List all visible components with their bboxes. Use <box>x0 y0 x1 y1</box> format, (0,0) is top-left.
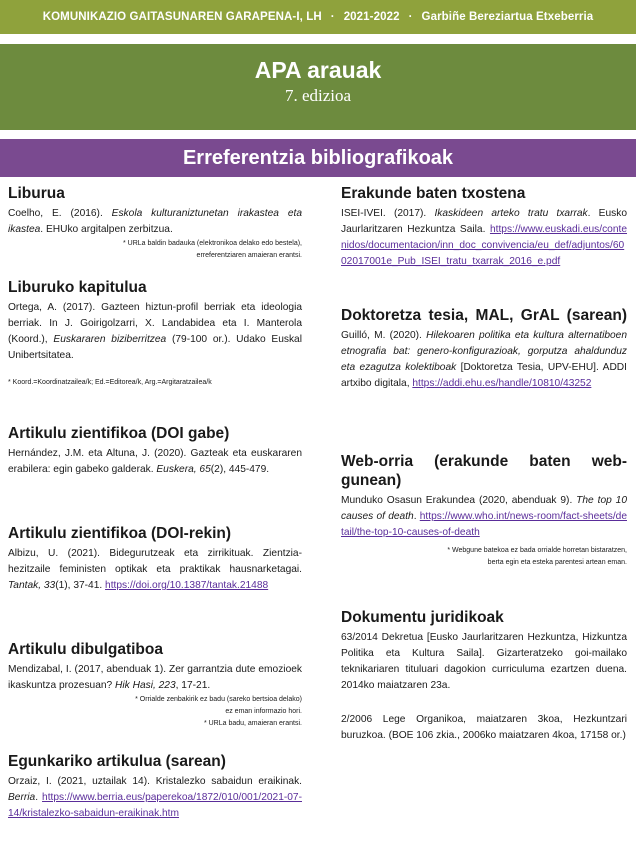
separator-dot: · <box>330 11 335 23</box>
thesis-link[interactable]: https://addi.ehu.es/handle/10810/43252 <box>412 378 592 389</box>
reference-text: Ortega, A. (2017). Gazteen hiztun-profil berriak eta ideologia berriak. In J. Goirigolzarri, X. Landabidea eta I. Manterola (Koord.), Euskararen biziberritzea (79-100 or.). Udako Euskal Unibertsitatea. <box>8 302 302 361</box>
course-name: KOMUNIKAZIO GAITASUNAREN GARAPENA-I, LH <box>42 11 322 23</box>
separator-dot: · <box>408 11 413 23</box>
section-book-chapter <box>8 278 302 389</box>
reference-text: Hernández, J.M. eta Altuna, J. (2020). Gazteak eta euskararen erabilera: egin gabeko galderak. Euskera, 65(2), 445-479. <box>8 448 302 475</box>
section-heading: Web-orria (erakunde baten web-gunean) <box>341 453 627 489</box>
note: ez eman informazio hori. <box>225 708 302 715</box>
section-web-page <box>341 452 627 569</box>
section-thesis <box>341 306 627 392</box>
note: erreferentziaren amaieran erantsi. <box>196 252 302 259</box>
section-heading: Artikulu zientifikoa (DOI gabe) <box>8 425 230 442</box>
note: * URLa badu, amaieran erantsi. <box>203 720 302 727</box>
reference-text: Coelho, E. (2016). Eskola kulturaniztunetan irakastea eta ikastea. EHUko argitalpen zerbitzua. <box>8 208 302 235</box>
reference-text: Orzaiz, I. (2021, uztailak 14). Kristalezko sabaidun eraikinak. Berria. https://www.berria.eus/paperekoa/1872/010/001/2021-07-14/kristalezko-sabaidun-eraikinak.htm <box>8 776 302 819</box>
section-article-no-doi <box>8 424 302 478</box>
section-legal-documents <box>341 608 627 744</box>
section-heading: Liburua <box>8 185 65 202</box>
reference-text: Guilló, M. (2020). Hilekoaren politika eta kultura alternatiboen etnografia bat: genero-konfigurazioak, gorputza ahaldunduz eta ezagutza kolektiboak [Doktoretza Tesia, UPV-EHU]. ADDI artxibo digitala, https://addi.ehu.es/handle/10810/43252 <box>341 330 627 389</box>
section-band <box>0 139 636 177</box>
section-article-doi <box>8 524 302 594</box>
reference-text: 63/2014 Dekretua [Eusko Jaurlaritzaren Hezkuntza, Hizkuntza Politika eta Kultura Saila]. Gizarteratzeko goi-mailako teknikariaren tituluari dagokion curriculuma ezartzen duena. 2014ko maiatzaren 23a. <box>341 632 627 691</box>
note: * Webgune batekoa ez bada orrialde horretan bistaratzen, <box>447 547 627 554</box>
web-link[interactable]: https://www.who.int/news-room/fact-sheets/detail/the-top-10-causes-of-death <box>341 511 627 538</box>
section-heading: Egunkariko artikulua (sarean) <box>8 753 226 770</box>
reference-text: 2/2006 Lege Organikoa, maiatzaren 3koa, Hezkuntzari buruzkoa. (BOE 106 zkia., 2006ko maiatzaren 4koa, 17158 or.) <box>341 714 627 741</box>
section-heading: Erakunde baten txostena <box>341 185 526 202</box>
section-newspaper-article <box>8 752 302 822</box>
top-info-bar <box>0 0 636 34</box>
section-book <box>8 184 302 262</box>
doi-link[interactable]: https://doi.org/10.1387/tantak.21488 <box>105 580 269 591</box>
note: * Koord.=Koordinatzailea/k; Ed.=Editorea/k, Arg.=Argitaratzailea/k <box>8 379 212 386</box>
section-institution-report <box>341 184 627 270</box>
report-link[interactable]: https://www.euskadi.eus/contenidos/documentacion/inn_doc_convivencia/eu_def/adjuntos/6002017001e_Pub_ISEI_tratu_txarrak_2016_e.pdf <box>341 224 627 267</box>
page-title: APA arauak <box>254 57 382 83</box>
reference-text: Munduko Osasun Erakundea (2020, abenduak 9). The top 10 causes of death. https://www.who.int/news-room/fact-sheets/detail/the-top-10-causes-of-death <box>341 495 627 538</box>
section-popular-article <box>8 640 302 730</box>
section-heading: Artikulu dibulgatiboa <box>8 641 163 658</box>
reference-text: Mendizabal, I. (2017, abenduak 1). Zer garrantzia dute emozioek ikaskuntza prozesuan? Hik Hasi, 223, 17-21. <box>8 664 302 691</box>
reference-text: Albizu, U. (2021). Bidegurutzeak eta zirrikituak. Zientzia-hezitzaile feministen optikak eta praktikak hausnarketagai. Tantak, 33(1), 37-41. https://doi.org/10.1387/tantak.21488 <box>8 548 302 591</box>
note: * URLa baldin badauka (elektronikoa delako edo bestela), <box>122 240 302 247</box>
section-heading: Doktoretza tesia, MAL, GrAL (sarean) <box>341 307 627 324</box>
note: * Orrialde zenbakirik ez badu (sareko bertsioa delako) <box>135 696 302 703</box>
section-title: Erreferentzia bibliografikoak <box>182 146 454 169</box>
newspaper-link[interactable]: https://www.berria.eus/paperekoa/1872/010/001/2021-07-14/kristalezko-sabaidun-eraikinak.htm <box>8 792 302 819</box>
title-header <box>0 44 636 130</box>
academic-year: 2021-2022 <box>343 11 400 23</box>
edition-subtitle: 7. edizioa <box>284 86 352 105</box>
author-name: Garbiñe Bereziartua Etxeberria <box>421 11 594 23</box>
note: berta egin eta esteka parentesi artean eman. <box>487 559 627 566</box>
section-heading: Artikulu zientifikoa (DOI-rekin) <box>8 525 232 542</box>
reference-text: ISEI-IVEI. (2017). Ikaskideen arteko tratu txarrak. Eusko Jaurlaritzaren Hezkuntza Saila. https://www.euskadi.eus/contenidos/documentacion/inn_doc_convivencia/eu_def/adjuntos/6002017001e_Pub_ISEI_tratu_txarrak_2016_e.pdf <box>341 208 627 267</box>
section-heading: Liburuko kapitulua <box>8 279 147 296</box>
section-heading: Dokumentu juridikoak <box>341 609 504 626</box>
